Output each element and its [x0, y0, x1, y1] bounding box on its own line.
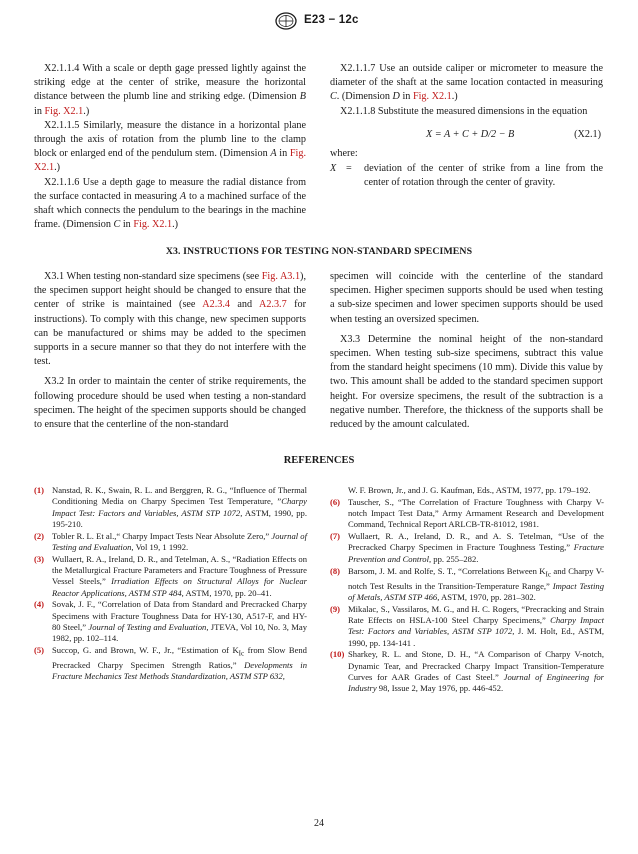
fig-x2-1-link[interactable]: Fig. X2.1: [44, 105, 84, 117]
variable-description: deviation of the center of strike from a line from the center of rotation through the center of gravity.: [364, 163, 603, 189]
reference-number[interactable]: (3): [34, 553, 45, 564]
paragraph-x2-1-1-8: X2.1.1.8 Substitute the measured dimensions in the equation: [340, 105, 588, 117]
reference-item: (1) Nanstad, R. K., Swain, R. L. and Berggren, R. G., “Influence of Thermal Conditioning Media on Charpy Specimen Test Temperature, ”Charpy Impact Test: Factors and Variables, ASTM STP 1072, ASTM, 1990, pp. 195-210.: [34, 485, 307, 529]
reference-item: (8) Barsom, J. M. and Rolfe, S. T., “Correlations Between $K_{Ic}$ and Charpy V-notch Test Results in the Transition-Temperature Range,” Impact Testing of Metals, ASTM STP 466, ASTM, 1970, pp. 281–302.: [330, 565, 604, 602]
paragraph-x2-1-1-4: X2.1.1.4 With a scale or depth gage pressed lightly against the striking edge at the center of strike, measure the horizontal distance between the plumb line and striking edge. (Dimension B in Fig. X2.1.): [34, 63, 306, 117]
reference-number[interactable]: (5): [34, 645, 45, 656]
equals-sign: =: [346, 163, 352, 175]
standard-designation: E23 − 12c: [304, 14, 359, 26]
fig-x2-1-link[interactable]: Fig. X2.1: [34, 148, 306, 174]
paragraph-x2-1-1-7: X2.1.1.7 Use an outside caliper or micrometer to measure the diameter of the shaft at the same location contacted in measuring C. (Dimension D in Fig. X2.1.): [330, 63, 603, 103]
right-column: [330, 62, 603, 190]
fig-a3-1-link[interactable]: Fig. A3.1: [261, 271, 301, 282]
astm-logo-icon: [275, 12, 297, 30]
reference-item: (2) Tobler R. L. Et al.,“ Charpy Impact Tests Near Absolute Zero,” Journal of Testing and Evaluation, Vol 19, 1 1992.: [34, 530, 307, 552]
variable-symbol: X: [330, 163, 337, 175]
reference-item: (7) Wullaert, R. A., Ireland, D. R., and A. S. Tetelman, “Use of the Precracked Charpy Specimen in Fracture Toughness Testing,” Fracture Prevention and Control, pp. 255–282.: [330, 531, 604, 564]
references-right-column: [330, 485, 604, 695]
reference-number[interactable]: (7): [330, 531, 341, 542]
left-column: [34, 62, 306, 232]
reference-number[interactable]: (8): [330, 565, 341, 576]
paragraph-x3-3: X3.3 Determine the nominal height of the non-standard specimen. When testing sub-size specimens, subtract this value from the standard height specimens (10 mm). Divide this value by two. This amount shall be added to the standard specimen support height. For oversize specimens, the result of the subtraction is a negative number. Therefore, the thickness of the supports shall be reduced by the amount calculated.: [330, 333, 603, 431]
references-title: REFERENCES: [283, 455, 355, 466]
reference-continuation: W. F. Brown, Jr., and J. G. Kaufman, Eds., ASTM, 1977, pp. 179–192.: [348, 485, 591, 495]
reference-number[interactable]: (1): [34, 485, 45, 495]
reference-item: (4) Sovak, J. F., “Correlation of Data from Standard and Precracked Charpy Specimens with Fracture Toughness Data for HY-130, A517-F, and HY-80 Steel,” Journal of Testing and Evaluation, JTEVA, Vol 10, No. 3, May 1982, pp. 102–114.: [34, 599, 307, 644]
fig-x2-1-link[interactable]: Fig. X2.1: [412, 91, 452, 103]
equation-number: (X2.1): [574, 128, 601, 140]
reference-number[interactable]: (9): [330, 603, 341, 614]
section-x3-title: X3. INSTRUCTIONS FOR TESTING NON-STANDARD SPECIMENS: [165, 246, 473, 257]
equation-x2-1: [330, 125, 603, 147]
reference-item: (3) Wullaert, R. A., Ireland, D. R., and Tetelman, A. S., “Radiation Effects on the Metallurgical Fracture Parameters and Fracture Toughness of Pressure Vessel Steels,” Irradiation Effects on Structural Alloys for Nuclear Reactor Applications, ASTM STP 484, ASTM, 1970, pp. 20–41.: [34, 553, 307, 598]
reference-number[interactable]: (4): [34, 599, 45, 610]
x3-left-column: [34, 270, 306, 432]
reference-item: (5) Succop, G. and Brown, W. F., Jr., “Estimation of $K_{Ic}$ from Slow Bend Precracked Charpy Specimen Strength Ratios,” Developments in Fracture Mechanics Test Methods Standardization, ASTM STP 632,: [34, 645, 307, 682]
section-a2-3-4-link[interactable]: A2.3.4: [202, 299, 231, 311]
page-header: [0, 8, 638, 34]
paragraph-x2-1-1-6: X2.1.1.6 Use a depth gage to measure the radial distance from the surface contacted in measuring A to a machined surface of the shaft which connects the pendulum to the bearings in the machine frame. (Dimension C in Fig. X2.1.): [34, 176, 307, 231]
reference-item: (9) Mikalac, S., Vassilaros, M. G., and H. C. Rogers, “Precracking and Strain Rate Effects on HSLA-100 Steel Charpy Specimens,” Charpy Impact Test: Factors and Variables, ASTM STP 1072, J. M. Holt, Ed., ASTM, 1990, pp. 134-141 .: [330, 603, 604, 648]
paragraph-x3-1: X3.1 When testing non-standard size specimens (see Fig. A3.1), the specimen support height should be changed to ensure that the center of strike is maintained (see A2.3.4 and A2.3.7 for instructions). To comply with this change, new specimen supports can be manufactured or shims may be added to the specimen supports in a secure manner so that they do not interfere with the test.: [34, 271, 306, 368]
section-a2-3-7-link[interactable]: A2.3.7: [258, 299, 287, 311]
paragraph-x3-2: X3.2 In order to maintain the center of strike requirements, the following procedure should be used when testing a non-standard specimen. The height of the specimen supports should be changed to ensure that the centerline of the non-standard: [34, 376, 306, 431]
page-number: 24: [314, 818, 324, 829]
reference-number[interactable]: (2): [34, 530, 45, 541]
reference-item: (6) Tauscher, S., “The Correlation of Fracture Toughness with Charpy V-notch Impact Test Data,” Army Armament Research and Development Command, Technical Report ARLCB-TR-81012, 1981.: [330, 496, 604, 530]
reference-item: (10) Sharkey, R. L. and Stone, D. H., “A Comparison of Charpy V-notch, Dynamic Tear, and Precracked Charpy Impact Transition-Temperature Curves for AAR Grades of Cast Steel.” Journal of Engineering for Industry 98, Issue 2, May 1976, pp. 446-452.: [330, 649, 605, 694]
reference-number[interactable]: (6): [330, 496, 341, 507]
variable-definition: [330, 162, 603, 190]
paragraph-x3-2-continued: specimen will coincide with the centerline of the standard specimen. Higher specimen supports should be used when testing a sub-size specimen and lower specimen supports should be used when testing an oversized specimen.: [330, 271, 603, 325]
paragraph-x2-1-1-5: X2.1.1.5 Similarly, measure the distance in a horizontal plane through the axis of rotation from the plumb line to the clamp block or enlarged end of the pendulum stem. (Dimension A in Fig. X2.1.): [34, 119, 306, 174]
fig-x2-1-link[interactable]: Fig. X2.1: [133, 219, 173, 231]
reference-number[interactable]: (10): [330, 649, 345, 660]
references-left-column: [34, 485, 307, 683]
equation-expression: X = A + C + D/2 − B: [426, 128, 515, 140]
x3-right-column: [330, 270, 603, 432]
where-label: where:: [330, 147, 358, 159]
